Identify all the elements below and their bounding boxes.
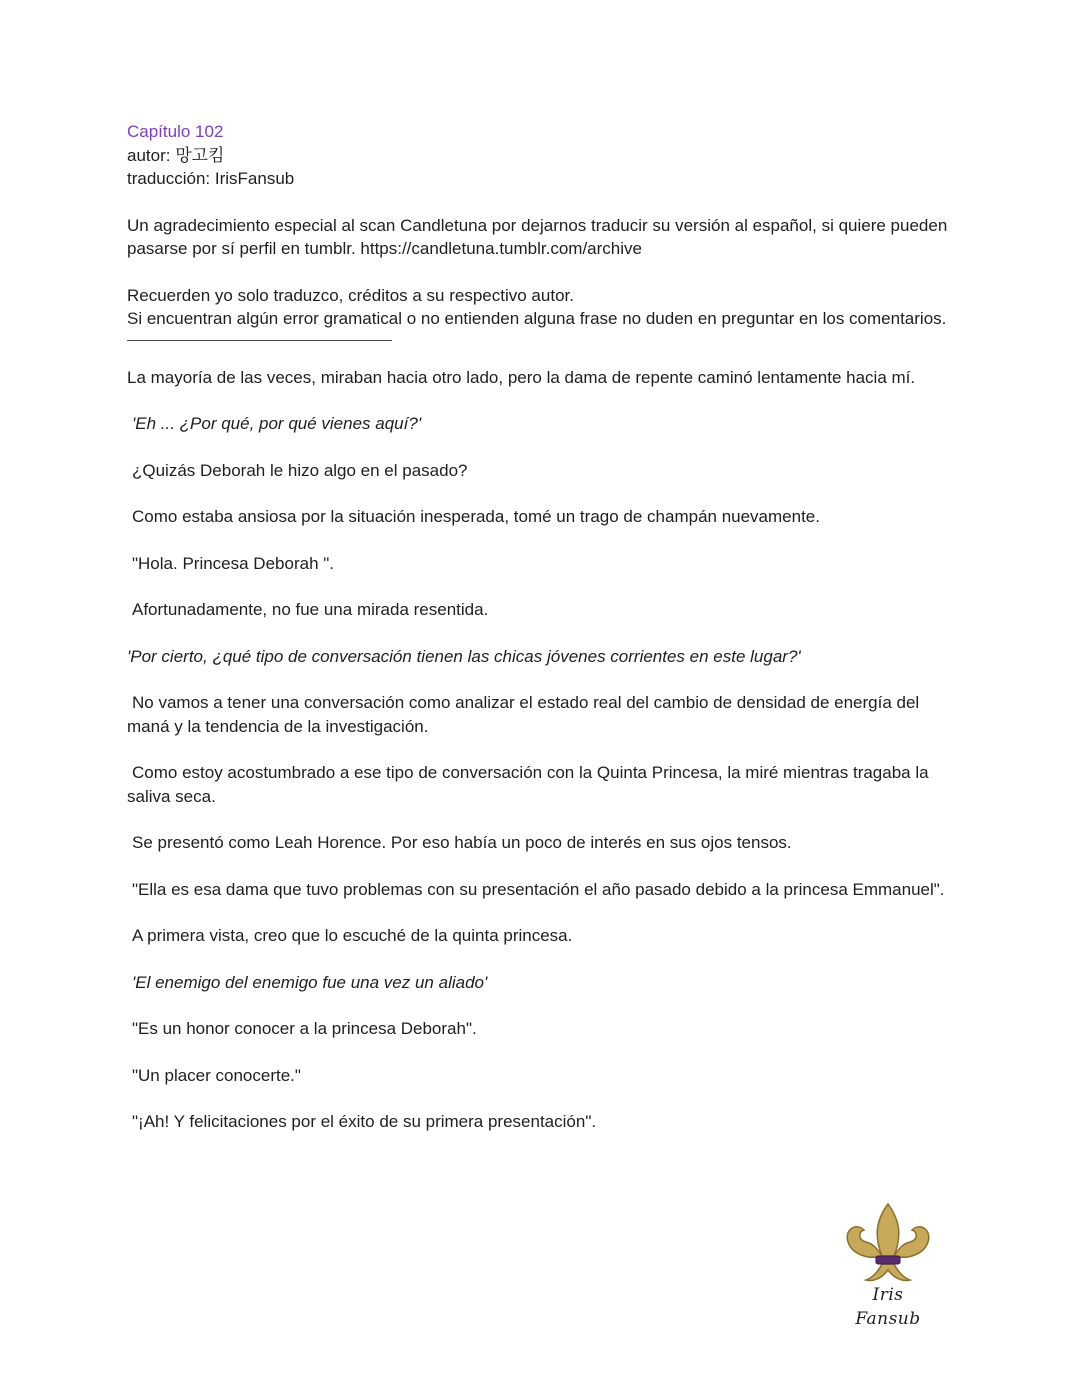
iris-fansub-logo xyxy=(838,1200,938,1329)
paragraph: "Ella es esa dama que tuvo problemas con su presentación el año pasado debido a la princesa Emmanuel". xyxy=(132,879,945,899)
paragraph: 'Por cierto, ¿qué tipo de conversación tienen las chicas jóvenes corrientes en este lugar?' xyxy=(127,646,801,666)
paragraph: "Es un honor conocer a la princesa Deborah". xyxy=(132,1019,477,1038)
translation-line: traducción: IrisFansub xyxy=(127,169,295,188)
logo-text: Iris Fansub xyxy=(855,1285,921,1329)
paragraph: No vamos a tener una conversación como analizar el estado real del cambio de densidad de energía del maná y la tendencia de la investigación. xyxy=(127,693,920,736)
paragraph: La mayoría de las veces, miraban hacia otro lado, pero la dama de repente caminó lentamente hacia mí. xyxy=(127,367,916,387)
paragraph: Se presentó como Leah Horence. Por eso había un poco de interés en sus ojos tensos. xyxy=(132,833,792,852)
paragraph: 'El enemigo del enemigo fue una vez un aliado' xyxy=(132,972,488,992)
author-line: autor: 망고킴 xyxy=(127,145,225,165)
paragraph: Como estoy acostumbrado a ese tipo de conversación con la Quinta Princesa, la miré mientras tragaba la saliva seca. xyxy=(127,763,929,806)
note-line-2: Si encuentran algún error gramatical o no entienden alguna frase no duden en preguntar en los comentarios. xyxy=(127,309,947,328)
chapter-title: Capítulo 102 xyxy=(127,122,224,141)
paragraph: A primera vista, creo que lo escuché de la quinta princesa. xyxy=(132,926,573,945)
note-line-1: Recuerden yo solo traduzco, créditos a su respectivo autor. xyxy=(127,285,574,305)
thanks-paragraph: Un agradecimiento especial al scan Candletuna por dejarnos traducir su versión al español, si quiere pueden pasarse por sí perfil en tumblr. https://candletuna.tumblr.com/archive xyxy=(127,215,948,258)
section-divider xyxy=(127,340,392,341)
paragraph: Afortunadamente, no fue una mirada resentida. xyxy=(132,600,489,619)
document-body xyxy=(127,120,957,1157)
paragraph: "Hola. Princesa Deborah ". xyxy=(132,553,334,573)
paragraph: "¡Ah! Y felicitaciones por el éxito de su primera presentación". xyxy=(132,1112,597,1131)
paragraph: 'Eh ... ¿Por qué, por qué vienes aquí?' xyxy=(132,414,422,433)
fleur-de-lis-icon xyxy=(838,1200,938,1286)
paragraph: ¿Quizás Deborah le hizo algo en el pasado? xyxy=(132,460,468,480)
paragraph: Como estaba ansiosa por la situación inesperada, tomé un trago de champán nuevamente. xyxy=(132,507,820,526)
paragraph: "Un placer conocerte." xyxy=(132,1065,301,1085)
